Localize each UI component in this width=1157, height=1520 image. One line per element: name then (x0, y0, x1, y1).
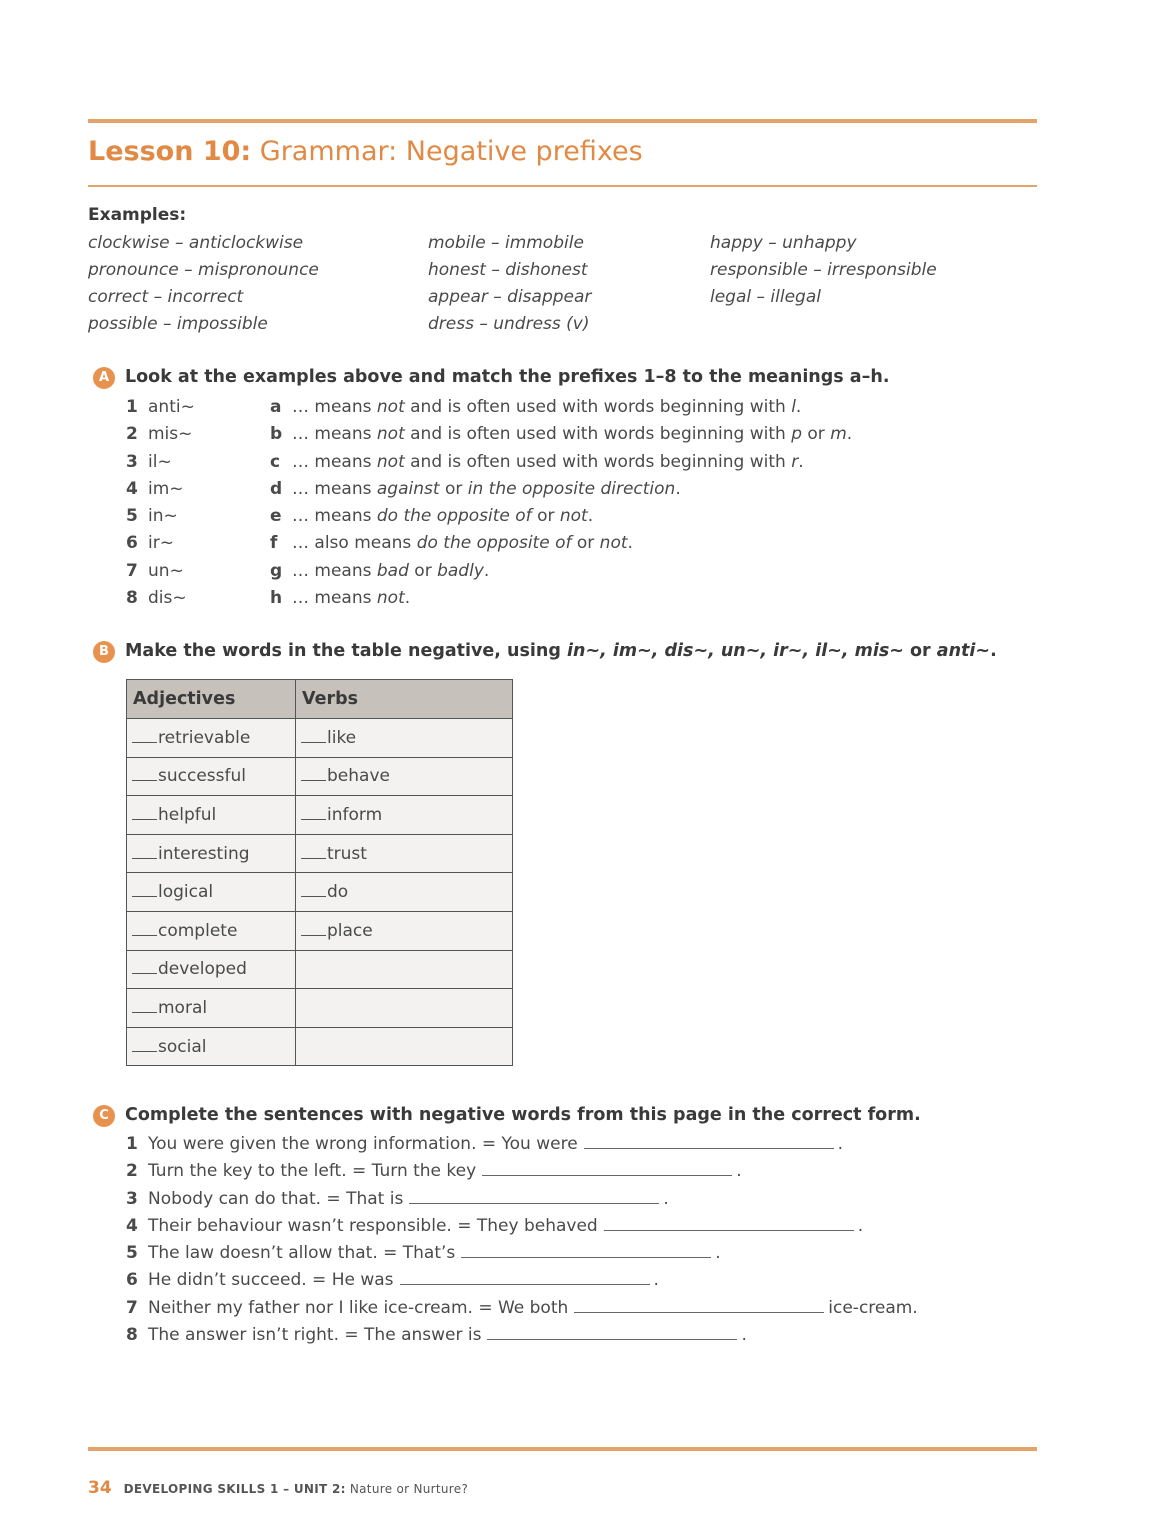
prefix-text: un~ (148, 560, 184, 581)
examples-column-1 (88, 231, 319, 339)
prefix-number: 2 (126, 424, 138, 445)
meaning-text: … means (292, 560, 377, 581)
section-c-text: Complete the sentences with negative words from this page in the correct form. (125, 1105, 921, 1125)
prefix-blank[interactable] (132, 806, 157, 820)
meaning-italic: do the opposite of (416, 533, 572, 554)
prefix-text: ir~ (148, 533, 174, 554)
prefix-text: in~ (148, 506, 178, 527)
adjective-cell (127, 1027, 296, 1066)
meaning-item (270, 450, 852, 477)
sentence-text: Neither my father nor I like ice-cream. = We both (148, 1297, 569, 1318)
adjective-cell (127, 796, 296, 835)
prefix-text: mis~ (148, 424, 193, 445)
sentence-item (126, 1296, 918, 1323)
example-pair: clockwise – anticlockwise (88, 233, 304, 253)
meaning-italic: bad (376, 560, 409, 581)
sentence-text: The answer isn’t right. = The answer is (148, 1325, 482, 1346)
meaning-text: … means (292, 506, 377, 527)
footer-unit-title: Nature or Nurture? (345, 1482, 469, 1496)
word-stem: logical (158, 882, 214, 903)
example-pair: happy – unhappy (710, 233, 857, 253)
meaning-item (270, 422, 852, 449)
prefix-item (126, 395, 195, 422)
example-pair: mobile – immobile (428, 233, 584, 253)
word-stem: helpful (158, 804, 217, 825)
meaning-text: . (798, 451, 804, 472)
examples-heading: Examples: (88, 205, 187, 225)
table-row (127, 796, 513, 835)
word-stem: behave (327, 766, 390, 787)
example-pair: pronounce – mispronounce (88, 260, 319, 280)
meaning-text: . (627, 533, 633, 554)
sentence-item (126, 1187, 918, 1214)
table-header-row (127, 680, 513, 719)
answer-blank[interactable] (487, 1325, 737, 1340)
sentence-end: . (653, 1270, 659, 1291)
meaning-text: or (439, 478, 468, 499)
prefix-item (126, 504, 195, 531)
meaning-item (270, 504, 852, 531)
adjective-cell (127, 719, 296, 758)
word-stem: developed (158, 959, 247, 980)
sentence-number: 7 (126, 1297, 138, 1318)
word-stem: moral (158, 997, 208, 1018)
example-pair: responsible – irresponsible (710, 260, 937, 280)
header-verbs: Verbs (296, 680, 513, 719)
prefix-number: 6 (126, 533, 138, 554)
table-row (127, 1027, 513, 1066)
sentence-text: He didn’t succeed. = He was (148, 1270, 394, 1291)
section-b-last-prefix: anti~ (936, 641, 991, 661)
example-pair: possible – impossible (88, 314, 268, 334)
meaning-text: or (571, 533, 600, 554)
adjective-cell (127, 950, 296, 989)
meaning-text: or (408, 560, 438, 581)
footer (88, 1478, 468, 1498)
table-row (127, 757, 513, 796)
sentence-end: . (663, 1188, 669, 1209)
sentence-item (126, 1132, 918, 1159)
prefix-item (126, 586, 195, 613)
prefix-blank[interactable] (132, 883, 157, 897)
answer-blank[interactable] (584, 1134, 834, 1149)
section-a-badge: A (93, 367, 115, 389)
example-pair: appear – disappear (428, 287, 592, 307)
section-b-end: . (990, 641, 997, 661)
word-stem: do (327, 882, 349, 903)
verb-cell (296, 796, 513, 835)
example-pair: dress – undress (v) (428, 314, 590, 334)
meaning-text: … means (292, 478, 377, 499)
prefix-item (126, 477, 195, 504)
sentence-number: 6 (126, 1270, 138, 1291)
sentence-list (126, 1132, 918, 1350)
meaning-text: and is often used with words beginning with (404, 424, 792, 445)
lesson-number: Lesson 10: (88, 136, 252, 167)
prefix-item (126, 531, 195, 558)
word-stem: trust (327, 843, 367, 864)
verb-cell (296, 757, 513, 796)
adjective-cell (127, 873, 296, 912)
verb-cell (296, 989, 513, 1028)
meaning-text: … means (292, 397, 377, 417)
meaning-letter: d (270, 478, 283, 499)
bottom-rule (88, 1447, 1037, 1451)
verb-cell (296, 950, 513, 989)
section-c-badge: C (93, 1105, 115, 1127)
verb-cell (296, 834, 513, 873)
meaning-text: . (404, 588, 411, 609)
example-pair: honest – dishonest (428, 260, 588, 280)
section-b-text-pre: Make the words in the table negative, using (125, 641, 567, 661)
table-row (127, 873, 513, 912)
table-row (127, 834, 513, 873)
word-table-body (127, 719, 513, 1066)
prefix-blank[interactable] (301, 922, 326, 936)
prefix-blank[interactable] (132, 960, 157, 974)
prefix-blank[interactable] (301, 806, 326, 820)
lesson-topic: Grammar: Negative prefixes (251, 136, 643, 167)
sentence-text: Nobody can do that. = That is (148, 1188, 404, 1209)
prefix-blank[interactable] (301, 767, 326, 781)
example-pair: correct – incorrect (88, 287, 244, 307)
prefix-blank[interactable] (132, 845, 157, 859)
answer-blank[interactable] (604, 1216, 854, 1231)
section-b-instruction (93, 641, 997, 663)
page-title (88, 136, 643, 167)
meaning-letter: h (270, 588, 283, 609)
prefix-text: dis~ (148, 588, 187, 609)
adjective-cell (127, 834, 296, 873)
meaning-item (270, 395, 852, 422)
meaning-italic: r (791, 451, 799, 472)
sentence-end: . (736, 1161, 742, 1182)
answer-blank[interactable] (574, 1298, 824, 1313)
word-stem: place (327, 920, 373, 941)
verb-cell (296, 1027, 513, 1066)
meaning-italic: not (559, 506, 588, 527)
sentence-number: 4 (126, 1215, 138, 1236)
meaning-italic: do the opposite of (376, 506, 532, 527)
sentence-item (126, 1214, 918, 1241)
meaning-italic: badly (437, 560, 484, 581)
sentence-end: . (741, 1325, 747, 1346)
meaning-italic: against (376, 478, 440, 499)
meaning-italic: p (791, 424, 802, 445)
footer-text (124, 1482, 468, 1496)
prefix-blank[interactable] (132, 729, 157, 743)
meaning-text: or (531, 506, 560, 527)
prefix-blank[interactable] (132, 922, 157, 936)
word-stem: social (158, 1036, 207, 1057)
meaning-text: … also means (292, 533, 417, 554)
table-row (127, 719, 513, 758)
answer-blank[interactable] (400, 1270, 650, 1285)
table-row (127, 911, 513, 950)
examples-column-3 (710, 231, 937, 312)
meaning-item (270, 559, 852, 586)
sentence-text: Turn the key to the left. = Turn the key (148, 1161, 477, 1182)
prefix-blank[interactable] (301, 845, 326, 859)
prefix-blank[interactable] (301, 729, 326, 743)
verb-cell (296, 719, 513, 758)
meaning-letter: e (270, 506, 282, 527)
meaning-italic: not (376, 451, 405, 472)
meaning-text: and is often used with words beginning with (404, 451, 792, 472)
verb-cell (296, 911, 513, 950)
meaning-italic: in the opposite direction (467, 478, 676, 499)
prefix-number: 4 (126, 478, 138, 499)
section-b-badge: B (93, 641, 115, 663)
prefix-number: 1 (126, 397, 138, 417)
prefix-item (126, 450, 195, 477)
meaning-italic: not (376, 588, 405, 609)
meaning-item (270, 477, 852, 504)
prefix-blank[interactable] (301, 883, 326, 897)
top-rule (88, 119, 1037, 123)
prefix-number: 8 (126, 588, 138, 609)
sentence-end: ice-cream. (828, 1297, 918, 1318)
section-a-instruction (93, 367, 889, 389)
word-stem: retrievable (158, 727, 251, 748)
meaning-text: . (846, 424, 853, 445)
meaning-text: … means (292, 588, 377, 609)
sentence-text: Their behaviour wasn’t responsible. = They behaved (148, 1215, 598, 1236)
table-row (127, 950, 513, 989)
sentence-item (126, 1268, 918, 1295)
page-number: 34 (88, 1478, 112, 1498)
meaning-italic: not (599, 533, 628, 554)
examples-column-2 (428, 231, 591, 339)
section-b-or: or (903, 641, 937, 661)
meaning-text: … means (292, 451, 377, 472)
sentence-number: 2 (126, 1161, 138, 1182)
word-stem: complete (158, 920, 238, 941)
meaning-letter: b (270, 424, 283, 445)
meaning-text: . (675, 478, 681, 499)
footer-book: DEVELOPING SKILLS 1 – UNIT 2: (123, 1482, 346, 1496)
prefix-text: im~ (148, 478, 184, 499)
answer-blank[interactable] (482, 1161, 732, 1176)
prefix-number: 3 (126, 451, 138, 472)
meaning-italic: m (830, 424, 847, 445)
meaning-text: . (587, 506, 594, 527)
example-pair: legal – illegal (710, 287, 821, 307)
sentence-text: You were given the wrong information. = You were (148, 1134, 578, 1154)
meaning-text: and is often used with words beginning with (404, 397, 792, 417)
answer-blank[interactable] (461, 1243, 711, 1258)
sentence-text: The law doesn’t allow that. = That’s (148, 1243, 456, 1264)
sentence-item (126, 1323, 918, 1350)
sentence-end: . (715, 1243, 721, 1264)
word-table (126, 679, 513, 1066)
prefix-number: 7 (126, 560, 138, 581)
prefix-item (126, 559, 195, 586)
sentence-end: . (837, 1134, 844, 1154)
meaning-letter: a (270, 397, 282, 417)
meaning-text: . (795, 397, 802, 417)
prefix-blank[interactable] (132, 1038, 157, 1052)
meaning-italic: l (791, 397, 796, 417)
meaning-item (270, 586, 852, 613)
prefix-item (126, 422, 195, 449)
meaning-letter: c (270, 451, 281, 472)
adjective-cell (127, 989, 296, 1028)
sentence-number: 1 (126, 1134, 138, 1154)
word-stem: inform (327, 804, 383, 825)
word-stem: interesting (158, 843, 250, 864)
prefix-blank[interactable] (132, 999, 157, 1013)
sentence-item (126, 1159, 918, 1186)
meaning-text: … means (292, 424, 377, 445)
meaning-item (270, 531, 852, 558)
verb-cell (296, 873, 513, 912)
sentence-item (126, 1241, 918, 1268)
section-a-text: Look at the examples above and match the prefixes 1–8 to the meanings a–h. (125, 367, 890, 387)
meaning-list (270, 395, 852, 613)
section-c-instruction (93, 1105, 921, 1127)
meaning-letter: g (270, 560, 283, 581)
section-b-prefixes: in~, im~, dis~, un~, ir~, il~, mis~ (567, 641, 904, 661)
meaning-text: or (801, 424, 831, 445)
table-row (127, 989, 513, 1028)
adjective-cell (127, 911, 296, 950)
adjective-cell (127, 757, 296, 796)
title-underline (88, 185, 1037, 187)
sentence-end: . (857, 1215, 864, 1236)
sentence-number: 3 (126, 1188, 138, 1209)
prefix-blank[interactable] (132, 767, 157, 781)
sentence-number: 5 (126, 1243, 138, 1264)
meaning-letter: f (270, 533, 278, 554)
meaning-italic: not (376, 397, 405, 417)
prefix-text: anti~ (148, 397, 195, 417)
prefix-text: il~ (148, 451, 172, 472)
word-stem: successful (158, 766, 246, 787)
meaning-text: . (483, 560, 490, 581)
answer-blank[interactable] (409, 1189, 659, 1204)
word-stem: like (327, 727, 357, 748)
prefix-list (126, 395, 195, 613)
meaning-italic: not (376, 424, 405, 445)
header-adjectives: Adjectives (127, 680, 296, 719)
prefix-number: 5 (126, 506, 138, 527)
sentence-number: 8 (126, 1325, 138, 1346)
